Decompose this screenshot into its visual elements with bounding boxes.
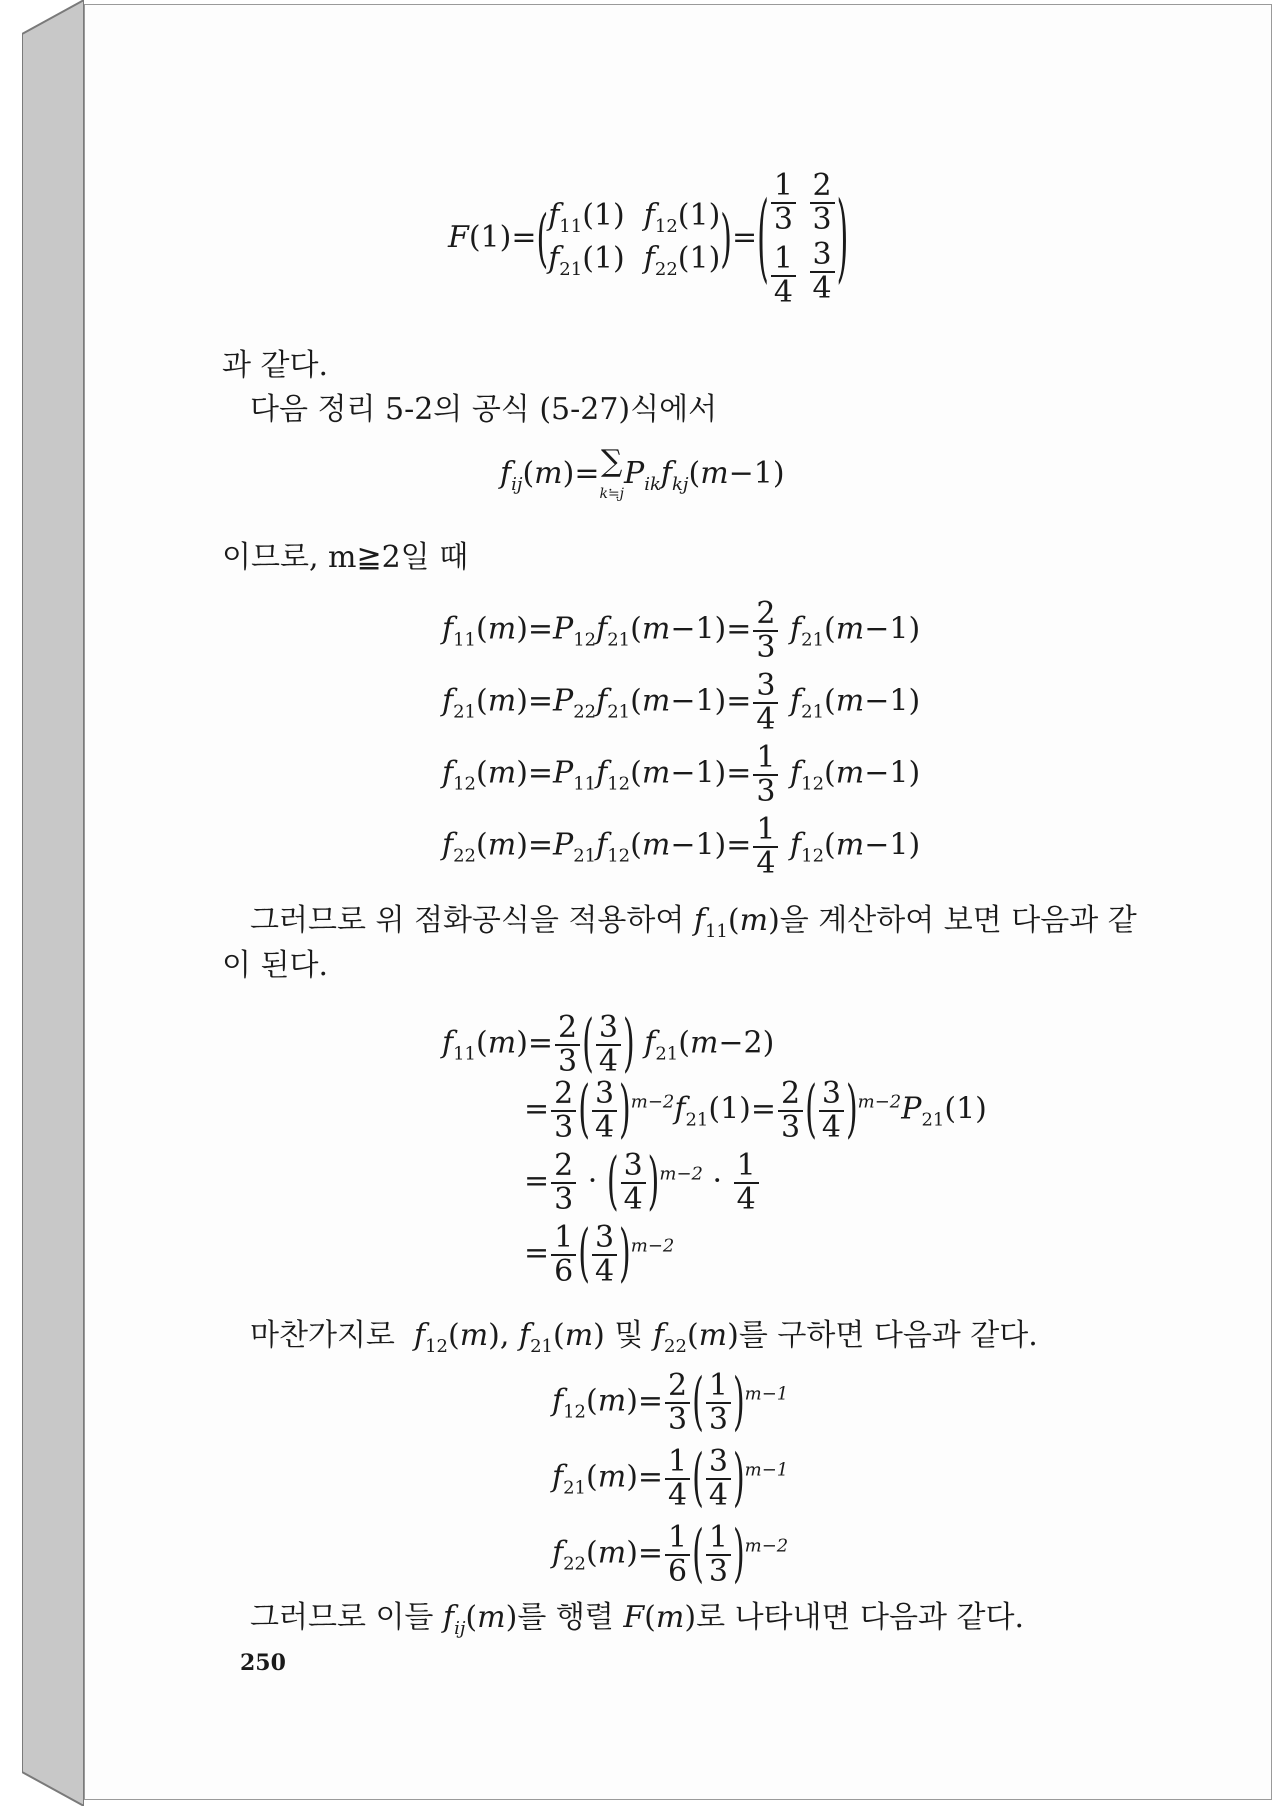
text-segment: 로 나타내면 다음과 같다. bbox=[696, 1600, 1025, 1635]
text-line: 이므로, m≧2일 때 bbox=[222, 540, 469, 575]
equation-f22: $f_{22}(m)=P_{21}f_{12}(m-1)=$ $\frac{1}{4}$ $f_{12}(m-1)$ bbox=[442, 812, 921, 881]
equation-f11-derivation: $f_{11}(m)=$ $\frac{2}{3}$ ( $\frac{3}{4}$ ) $f_{21}(m-2)$ = $\frac{2}{3}$ ( $\frac{3}{4}$ )$^{m-2}f_{21}(1)=$ $\frac{2}{3}$ ( $\frac{3}{4}$ )$^{m-2}P_{21}(1)$ = $\frac{2}{3}$ · ( $\frac{3}{4}$ )$^{m-2}$ · $\frac{1}{4}$ = $\frac{1}{6}$ ( $\frac{3}{4}$ )$^{m-2}$ bbox=[442, 1006, 987, 1291]
text-segment: 마찬가지로 bbox=[250, 1318, 395, 1353]
text-segment: 그러므로 위 점화공식을 적용하여 bbox=[250, 903, 685, 938]
text-line: 과 같다. bbox=[222, 348, 329, 383]
equation-f21-result: $f_{21}(m)=$ $\frac{1}{4}$ ( $\frac{3}{4}$ )$^{m-1}$ bbox=[552, 1441, 789, 1516]
text-segment: 및 bbox=[614, 1318, 644, 1353]
text-segment: 를 행렬 bbox=[517, 1600, 614, 1635]
page-number: 250 bbox=[240, 1650, 286, 1676]
equation-f11: $f_{11}(m)=P_{12}f_{21}(m-1)=$ $\frac{2}{3}$ $f_{21}(m-1)$ bbox=[442, 596, 921, 665]
equation-f1-matrix: $F(1)=(f_{11}(1)$ $f_{12}(1)$ $f_{21}(1)$ $f_{22}(1))=$( $\frac{1}{3}$ $\frac{2}{3}$ $\frac{1}{4}$ $\frac{3}{4}$ ) bbox=[448, 168, 849, 310]
equation-f21: $f_{21}(m)=P_{22}f_{21}(m-1)=$ $\frac{3}{4}$ $f_{21}(m-1)$ bbox=[442, 668, 921, 737]
text-segment: 을 계산하여 보면 다음과 같 bbox=[779, 903, 1137, 938]
text-line: 이 된다. bbox=[222, 948, 329, 983]
text-segment: 를 구하면 다음과 같다. bbox=[738, 1318, 1038, 1353]
text-line: 그러므로 이들 $f_{ij}(m)$를 행렬 F(m)로 나타내면 다음과 같다. bbox=[250, 1600, 1025, 1639]
equation-f12-result: $f_{12}(m)=$ $\frac{2}{3}$ ( $\frac{1}{3}$ )$^{m-1}$ bbox=[552, 1365, 789, 1440]
text-line: 다음 정리 5-2의 공식 (5-27)식에서 bbox=[250, 392, 718, 427]
text-segment: 그러므로 이들 bbox=[250, 1600, 434, 1635]
text-line: 그러므로 위 점화공식을 적용하여 $f_{11}(m)$을 계산하여 보면 다음과 같 bbox=[250, 903, 1137, 942]
equation-f22-result: $f_{22}(m)=$ $\frac{1}{6}$ ( $\frac{1}{3}$ )$^{m-2}$ bbox=[552, 1517, 789, 1592]
equation-fij-recurrence: $f_{ij}(m)=\sum$ $k≒jP_{ik}f_{kj}(m-1)$ bbox=[500, 444, 785, 502]
equation-f12: $f_{12}(m)=P_{11}f_{12}(m-1)=$ $\frac{1}{3}$ $f_{12}(m-1)$ bbox=[442, 740, 921, 809]
book-spine bbox=[22, 0, 84, 1806]
text-line: 마찬가지로 $f_{12}(m)$, $f_{21}(m)$ 및 $f_{22}(m)$를 구하면 다음과 같다. bbox=[250, 1318, 1038, 1357]
